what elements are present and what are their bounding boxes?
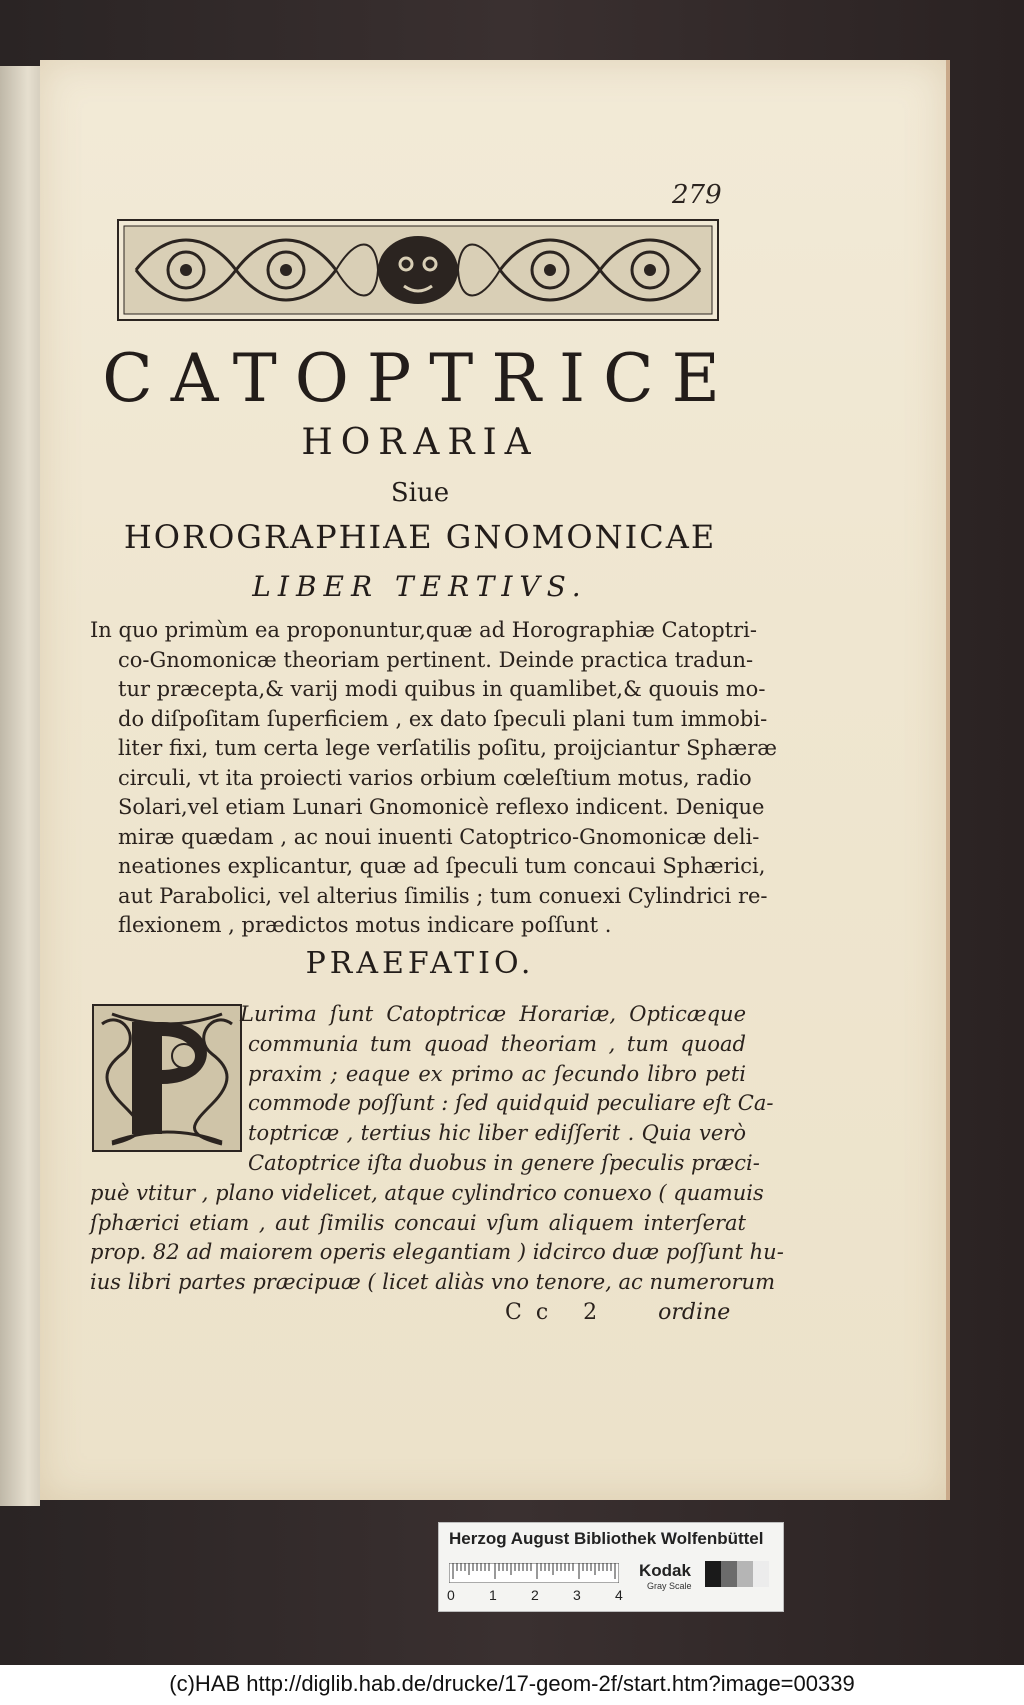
summary-line: Solari,vel etiam Lunari Gnomonicè reflexo indicent. Denique [118, 795, 765, 819]
page-number: 279 [672, 180, 722, 210]
signature-mark: Cc 2 [505, 1300, 612, 1325]
ruler-scale [449, 1563, 619, 1583]
ornament-headpiece [116, 216, 720, 326]
body-line: prop. 82 ad maiorem operis elegantiam ) idcirco duæ poſſunt hu- [90, 1240, 784, 1265]
summary-line: In quo primùm ea proponuntur,quæ ad Horographiæ Catoptri- [90, 618, 757, 642]
body-line: ius libri partes præcipuæ ( licet aliàs vno tenore, ac numerorum [90, 1270, 775, 1295]
footer-copyright-url: (c)HAB http://diglib.hab.de/drucke/17-geom-2f/start.htm?image=00339 [169, 1671, 855, 1696]
body-line: toptricæ , tertius hic liber ediſſerit . Quia verò [248, 1121, 746, 1146]
summary-line: liter fixi, tum certa lege verſatilis poſitu, proijciantur Sphæræ [118, 736, 778, 760]
praefatio-paragraph [90, 1000, 784, 1298]
summary-line: flexionem , prædictos motus indicare poſſunt . [118, 913, 612, 937]
title-siue: Siue [390, 478, 450, 508]
body-line: puè vtitur , plano videlicet, atque cylindrico conuexo ( quamuis [90, 1180, 764, 1205]
summary-paragraph [90, 616, 778, 941]
title-horographiae: HOROGRAPHIAE GNOMONICAE [123, 518, 717, 556]
body-line: Lurima ſunt Catoptricæ Horariæ, Opticæque [240, 1002, 746, 1026]
catchword: ordine [658, 1300, 731, 1325]
body-line: praxim ; eaque ex primo ac ſecundo libro peti [248, 1061, 746, 1086]
ruler-number: 4 [615, 1587, 623, 1603]
praefatio-heading: PRAEFATIO. [305, 946, 535, 981]
body-line: communia tum quoad theoriam , tum quoad [248, 1031, 746, 1056]
gray-swatch [753, 1561, 769, 1587]
ruler-number: 2 [531, 1587, 539, 1603]
summary-line: co-Gnomonicæ theoriam pertinent. Deinde practica tradun- [118, 647, 754, 672]
ruler-numbers [447, 1587, 657, 1603]
body-line: ſphærici etiam , aut ſimilis concaui vſum aliquem interſerat [90, 1210, 746, 1235]
gray-scale-label: Gray Scale [647, 1581, 692, 1591]
ruler-number: 3 [573, 1587, 581, 1603]
title-liber-tertius: LIBER TERTIVS. [252, 570, 588, 603]
gray-scale-swatches [705, 1561, 769, 1587]
summary-line: neationes explicantur, quæ ad ſpeculi tum concaui Sphærici, [118, 854, 766, 878]
title-catoptrice: CATOPTRICE [102, 340, 738, 417]
left-page-edge [0, 66, 40, 1506]
summary-line: tur præcepta,& varij modi quibus in quamlibet,& quouis mo- [118, 677, 766, 701]
ruler-number: 0 [447, 1587, 455, 1603]
gray-swatch [705, 1561, 721, 1587]
summary-line: miræ quædam , ac noui inuenti Catoptrico-Gnomonicæ deli- [118, 824, 760, 849]
gray-swatch [737, 1561, 753, 1587]
summary-line: aut Parabolici, vel alterius ſimilis ; tum conuexi Cylindrici re- [118, 883, 768, 908]
title-horaria: HORARIA [301, 422, 539, 463]
summary-line: circuli, vt ita proiecti varios orbium cœleſtium motus, radio [118, 765, 752, 790]
body-line: Catoptrice iſta duobus in genere ſpeculis præci- [248, 1150, 760, 1175]
library-name: Herzog August Bibliothek Wolfenbüttel [449, 1529, 764, 1548]
body-line: commode poſſunt : ſed quidquid peculiare eſt Ca- [248, 1091, 774, 1116]
gray-swatch [721, 1561, 737, 1587]
ruler-number: 1 [489, 1587, 497, 1603]
library-color-card [438, 1522, 784, 1612]
kodak-logo: Kodak [639, 1561, 691, 1580]
footer-bar [0, 1665, 1024, 1705]
summary-line: do diſpoſitam ſuperficiem , ex dato ſpeculi plani tum immobi- [118, 706, 768, 731]
catchline [505, 1300, 735, 1325]
